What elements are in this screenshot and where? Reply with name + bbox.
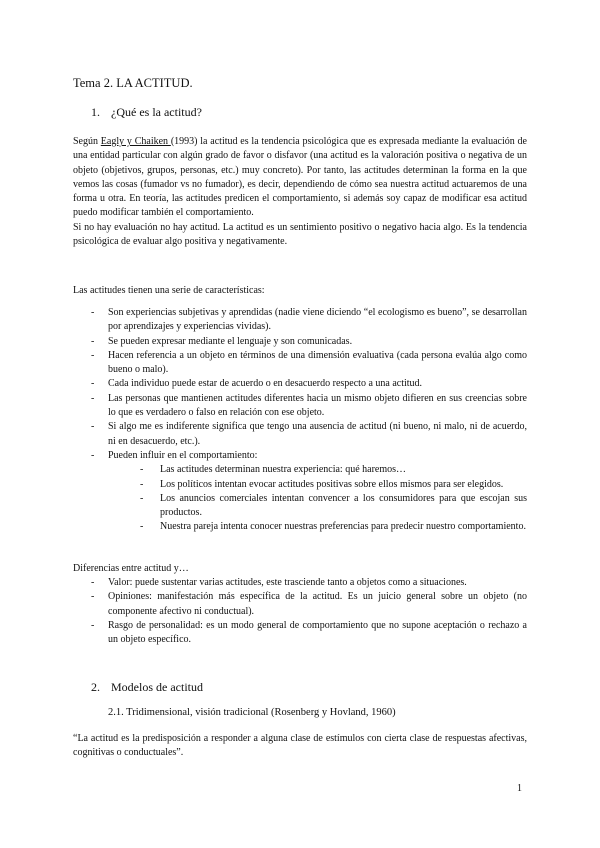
definition-quote: “La actitud es la predisposición a responder a alguna clase de estímulos con cierta clase de respuestas afectivas, cognitivas o conductuales”. <box>73 733 527 759</box>
dash-bullet: - <box>91 449 95 461</box>
dash-bullet: - <box>91 591 95 603</box>
differences-list <box>91 576 527 647</box>
sublist-item <box>140 492 527 521</box>
list-item <box>91 377 527 391</box>
sublist-item <box>140 520 527 534</box>
list-item-text: Son experiencias subjetivas y aprendidas (nadie viene diciendo “el ecologismo es bueno”, se desarrollan por aprendizajes y experiencias vividas). <box>108 307 527 333</box>
section-1-title: ¿Qué es la actitud? <box>111 105 202 119</box>
sublist <box>140 463 527 534</box>
dash-bullet: - <box>91 307 95 318</box>
intro-paragraph <box>73 135 527 249</box>
dash-bullet: - <box>140 521 144 533</box>
characteristics-list <box>91 306 527 535</box>
dash-bullet: - <box>91 392 95 404</box>
dash-bullet: - <box>140 464 144 476</box>
list-item <box>91 420 527 449</box>
dash-bullet: - <box>140 492 144 504</box>
sublist-item <box>140 463 527 477</box>
list-item <box>91 449 527 535</box>
list-item-text: Rasgo de personalidad: es un modo general de comportamiento que no supone aceptación o rechazo a un objeto específico. <box>108 619 527 646</box>
sublist-item-text: Los anuncios comerciales intentan convencer a los consumidores para que escojan sus productos. <box>160 492 527 519</box>
characteristics-intro: Las actitudes tienen una serie de características: <box>73 285 265 296</box>
dash-bullet: - <box>91 421 95 433</box>
list-item <box>91 392 527 421</box>
section-2-title: Modelos de actitud <box>111 680 203 694</box>
list-item <box>91 335 527 349</box>
list-item <box>91 590 527 619</box>
list-item-text: Opiniones: manifestación más específica de la actitud. Es un juicio general sobre un objeto (no componente afectivo ni conductual). <box>108 591 527 617</box>
list-item-text: Si algo me es indiferente significa que tengo una ausencia de actitud (ni bueno, ni malo, ni de acuerdo, ni en desacuerdo, etc.). <box>108 421 527 447</box>
dash-bullet: - <box>91 335 95 347</box>
intro-post: (1993) la actitud es la tendencia psicológica que es expresada mediante la evaluación de una entidad particular con algún grado de favor o disfavor (una actitud es la valoración positiva o negativa de un objeto (objetivos, grupos, personas, etc.) muy concreto). Por tanto, las actitudes determinan la forma en la que vemos las cosas (fumador vs no fumador), es decir, dependiendo de cómo sea nuestra actitud actuaremos de una forma u otra. En teoría, las actitudes predicen el comportamiento, si además soy capaz de modificar esa actitud puedo modificar también el comportamiento. <box>73 136 527 219</box>
list-item <box>91 349 527 378</box>
sublist-item-text: Las actitudes determinan nuestra experiencia: qué haremos… <box>160 464 407 476</box>
section-2-1-heading: 2.1. Tridimensional, visión tradicional (Rosenberg y Hovland, 1960) <box>108 707 396 718</box>
intro-second-paragraph: Si no hay evaluación no hay actitud. La actitud es un sentimiento positivo o negativo hacia algo. Es la tendencia psicológica de evaluar algo positiva y negativamente. <box>73 221 527 248</box>
list-item-text: Se pueden expresar mediante el lenguaje y son comunicadas. <box>108 335 353 347</box>
page-number: 1 <box>517 783 522 794</box>
sublist-item-text: Los políticos intentan evocar actitudes positivas sobre ellos mismos para ser elegidos. <box>160 478 504 490</box>
list-item-text: Cada individuo puede estar de acuerdo o en desacuerdo respecto a una actitud. <box>108 378 423 390</box>
section-1-number: 1. <box>91 105 100 119</box>
differences-intro: Diferencias entre actitud y… <box>73 563 189 574</box>
list-item <box>91 306 527 335</box>
list-item-text: Valor: puede sustentar varias actitudes, este trasciende tanto a objetos como a situaciones. <box>108 577 467 588</box>
sublist-item <box>140 478 527 492</box>
dash-bullet: - <box>91 378 95 390</box>
list-item <box>91 576 527 590</box>
document-title: Tema 2. LA ACTITUD. <box>73 76 193 90</box>
list-item-text: Las personas que mantienen actitudes diferentes hacia un mismo objeto difieren en sus creencias sobre lo que es verdadero o falso en relación con ese objeto. <box>108 392 527 419</box>
intro-pre: Según <box>73 136 101 147</box>
dash-bullet: - <box>91 577 95 588</box>
dash-bullet: - <box>91 619 95 631</box>
section-2-number: 2. <box>91 680 100 694</box>
list-item <box>91 619 527 648</box>
sublist-item-text: Nuestra pareja intenta conocer nuestras preferencias para predecir nuestro comportamiento. <box>160 521 526 533</box>
author-link[interactable]: Eagly y Chaiken <box>100 136 171 147</box>
list-item-text: Hacen referencia a un objeto en términos de una dimensión evaluativa (cada persona evalúa algo como bueno o malo). <box>108 349 527 376</box>
list-item-text: Pueden influir en el comportamiento: <box>108 449 258 461</box>
dash-bullet: - <box>91 349 95 361</box>
dash-bullet: - <box>140 478 144 490</box>
